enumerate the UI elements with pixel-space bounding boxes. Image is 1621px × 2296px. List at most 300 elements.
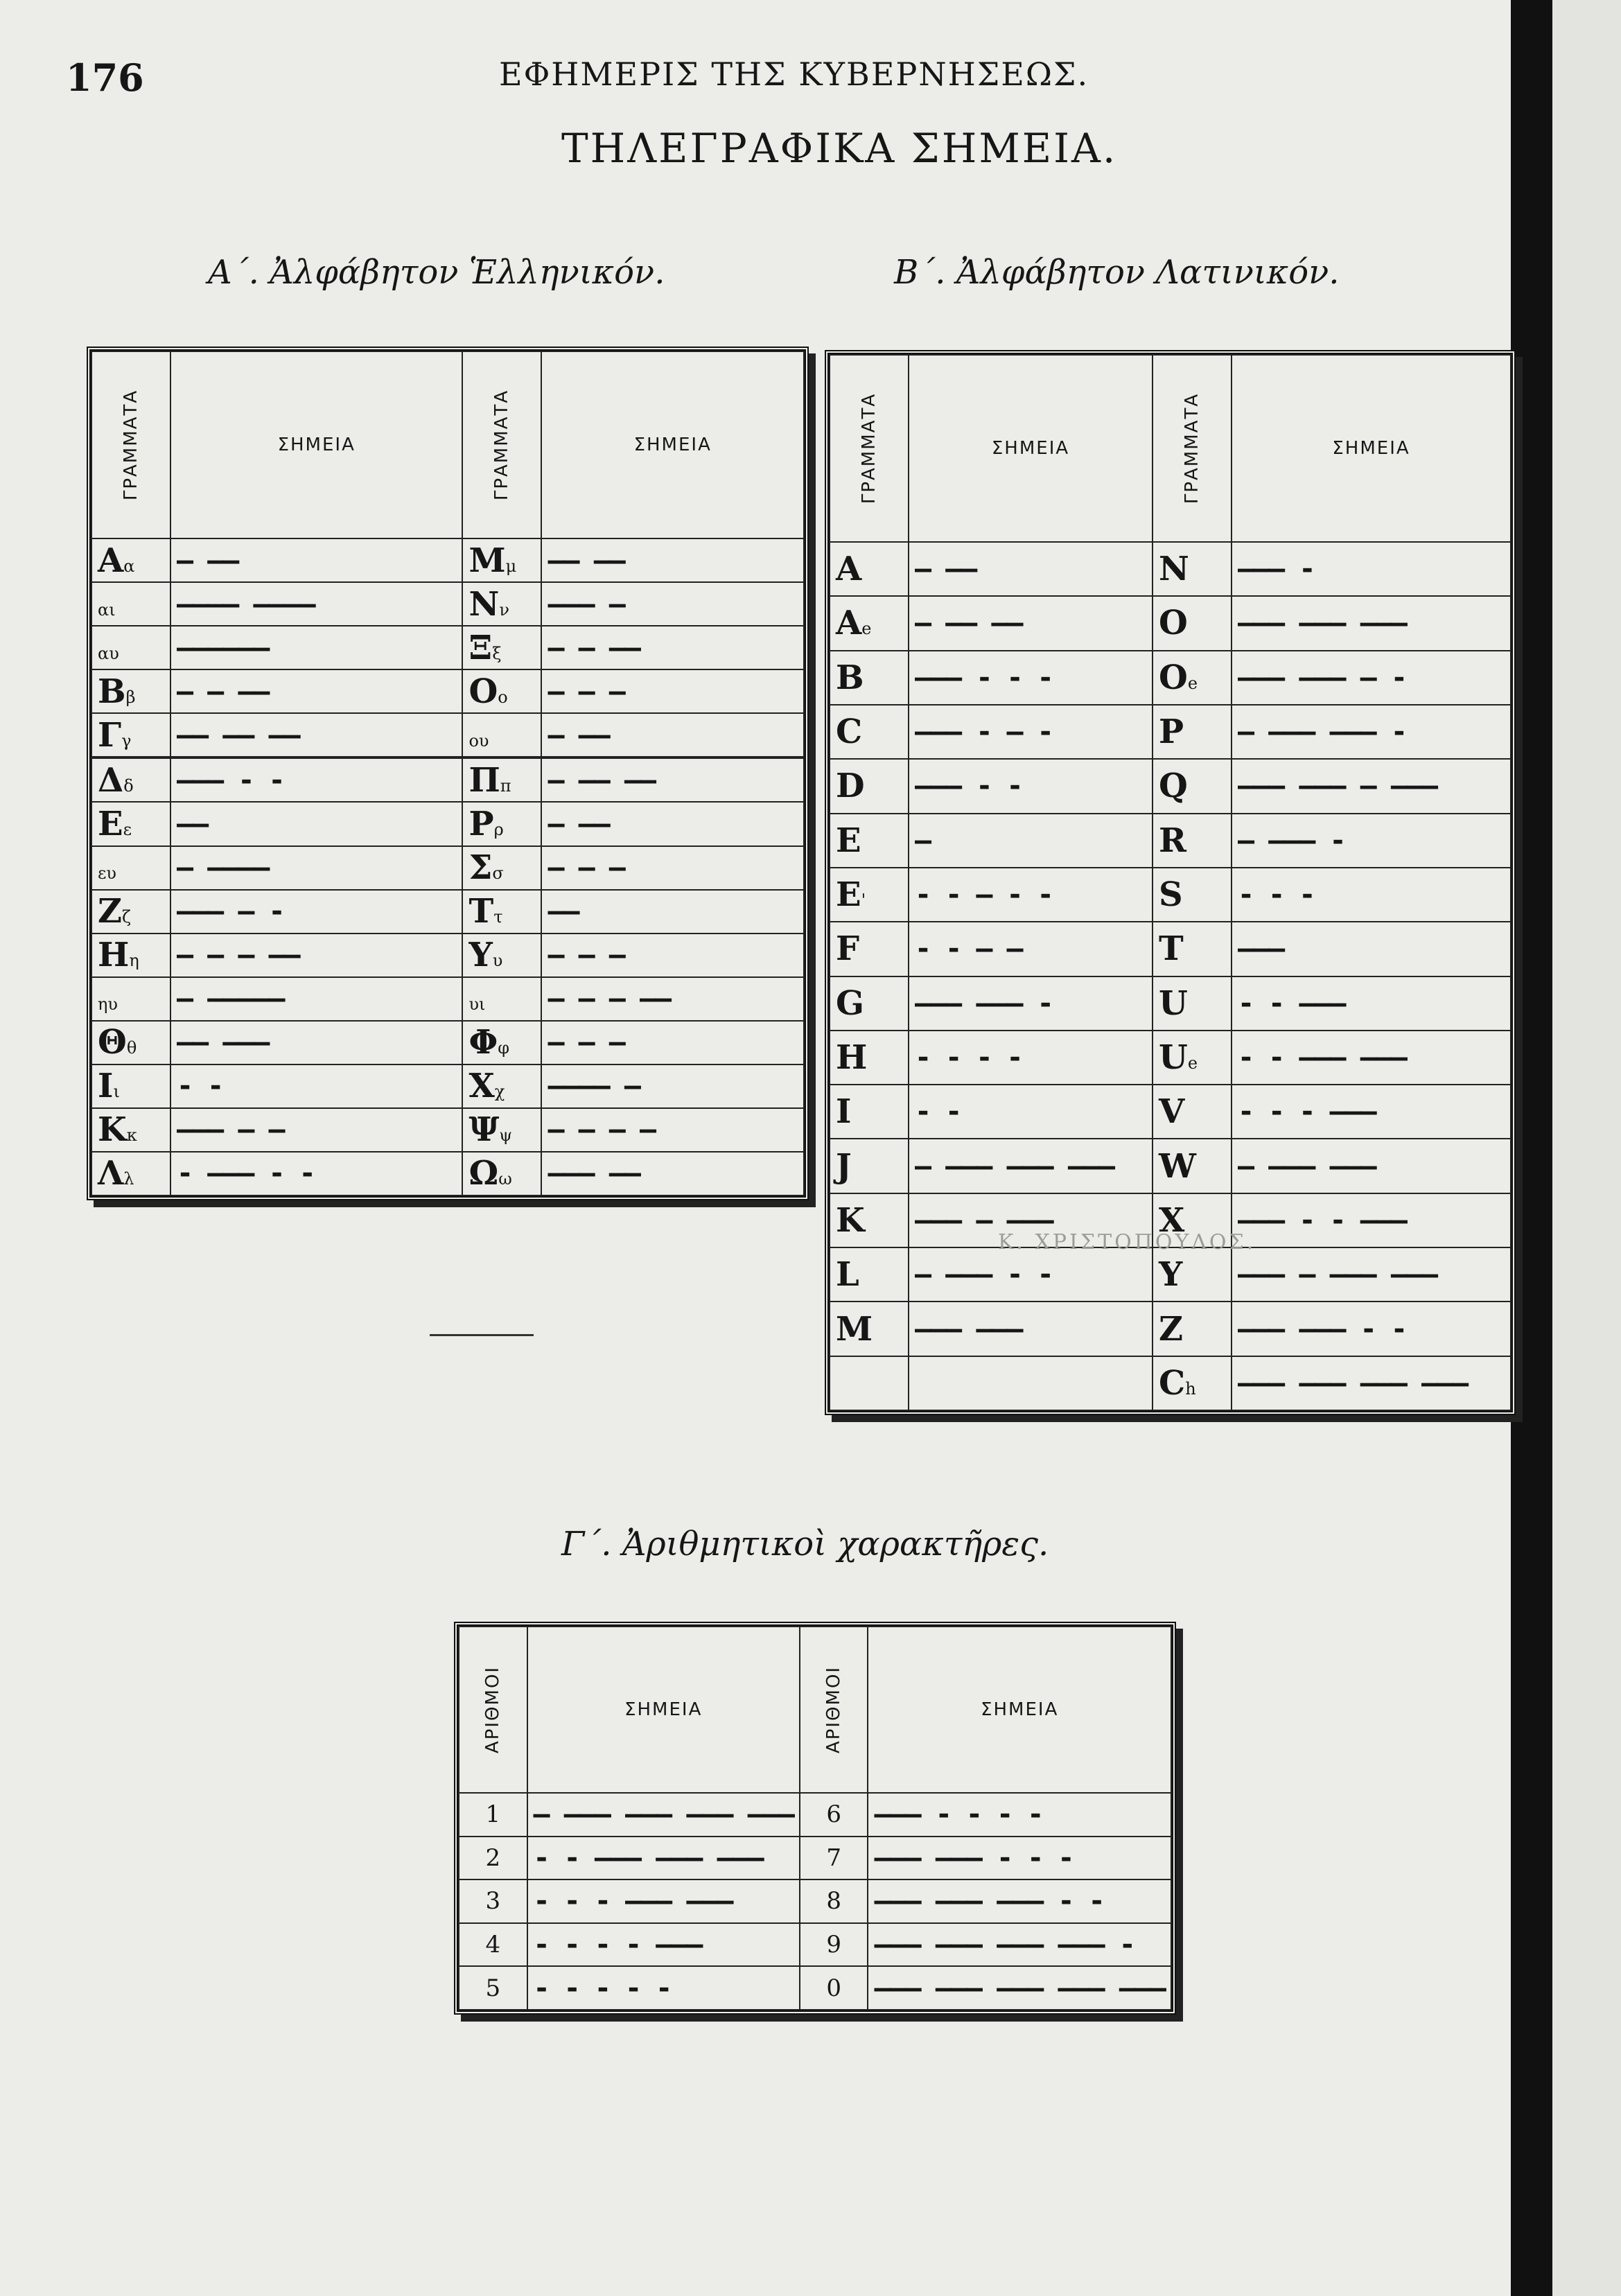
signs-header: ΣΗΜΕΙΑ xyxy=(1232,355,1511,542)
letter-capital: Π xyxy=(468,760,500,800)
sign-cell: ––– – xyxy=(541,582,804,626)
letter-cell xyxy=(91,538,170,582)
letter-cell xyxy=(830,1085,909,1139)
letter-small: α xyxy=(123,556,135,576)
letter-small: ευ xyxy=(98,864,117,884)
letter-cell xyxy=(462,1152,541,1195)
table-row xyxy=(91,582,804,626)
sign-cell: - - - ––– ––– xyxy=(527,1879,800,1923)
letter-capital: Ο xyxy=(468,672,498,711)
sign-cell: – ––– ––– - xyxy=(1232,705,1511,759)
letter-capital: C xyxy=(1159,1363,1186,1403)
digit-cell: 0 xyxy=(800,1966,868,2010)
letter-capital: O xyxy=(1159,658,1188,697)
letter-cell xyxy=(830,1193,909,1247)
sign-cell: ––– – ––– xyxy=(909,1193,1153,1247)
letter-capital: O xyxy=(1159,604,1188,643)
letter-capital: I xyxy=(836,1092,852,1132)
letter-small: υ xyxy=(492,951,503,971)
latin-alphabet-title: Β΄. Ἀλφάβητον Λατινικόν. xyxy=(894,253,1340,292)
sign-cell: – xyxy=(909,814,1153,868)
letter-capital: F xyxy=(836,929,860,969)
sign-cell: –– xyxy=(170,802,462,845)
letter-cell xyxy=(1153,651,1232,705)
letter-capital: B xyxy=(836,658,864,697)
letter-cell xyxy=(830,759,909,813)
letters-header-text: ΓΡΑΜΜΑΤΑ xyxy=(491,389,513,501)
letter-cell xyxy=(91,977,170,1021)
sign-cell: – –– xyxy=(541,802,804,845)
letter-capital: Γ xyxy=(98,715,122,755)
letter-capital: Z xyxy=(1159,1309,1184,1349)
letter-small: ω xyxy=(498,1169,512,1189)
sign-cell: - - - - - xyxy=(527,1966,800,2010)
letter-capital: D xyxy=(836,766,865,806)
letter-small: e xyxy=(1187,673,1198,693)
page-number: 176 xyxy=(66,55,144,100)
letter-capital: S xyxy=(1159,875,1183,915)
table-row xyxy=(459,1837,1171,1880)
letter-small: β xyxy=(125,687,136,707)
letter-capital: Η xyxy=(98,936,130,975)
table-row xyxy=(830,1356,1511,1410)
sign-cell: - - – - - xyxy=(909,868,1153,922)
letter-capital: J xyxy=(836,1146,852,1186)
letter-cell xyxy=(462,626,541,669)
letter-cell xyxy=(1153,1356,1232,1410)
letter-capital: C xyxy=(836,712,863,752)
sign-cell: – – –– xyxy=(170,669,462,713)
letter-cell xyxy=(1153,1031,1232,1085)
signature-text: Κ. ΧΡΙΣΤΟΠΟΥΛΟΣ. xyxy=(998,1230,1256,1254)
letter-cell xyxy=(91,1064,170,1108)
letter-capital: Q xyxy=(1159,766,1188,806)
table-row xyxy=(91,538,804,582)
letter-small: ' xyxy=(861,891,866,911)
sign-cell: – – – xyxy=(541,934,804,977)
letters-header xyxy=(1153,355,1232,542)
letter-cell xyxy=(830,976,909,1031)
table-row xyxy=(91,758,804,802)
table-row xyxy=(91,626,804,669)
letter-small: αυ xyxy=(98,643,119,663)
table-row xyxy=(91,669,804,713)
letter-capital: Α xyxy=(98,541,124,580)
sign-cell: - - - - xyxy=(909,1031,1153,1085)
letter-capital: Δ xyxy=(98,760,124,800)
letter-capital: Υ xyxy=(468,936,493,975)
letters-header-text: ΓΡΑΜΜΑΤΑ xyxy=(859,392,879,505)
table-row xyxy=(830,596,1511,650)
letter-small: ηυ xyxy=(98,994,118,1015)
letter-cell xyxy=(1153,922,1232,976)
letter-cell xyxy=(462,669,541,713)
sign-cell: – ––– - - xyxy=(909,1247,1153,1302)
letters-header xyxy=(462,351,541,538)
newspaper-title: ΕΦΗΜΕΡΙΣ ΤΗΣ ΚΥΒΕΡΝΗΣΕΩΣ. xyxy=(499,55,1089,93)
letter-cell xyxy=(1153,542,1232,596)
sign-cell: - - ––– ––– ––– xyxy=(527,1837,800,1880)
letter-cell xyxy=(830,596,909,650)
letter-small: τ xyxy=(493,907,503,927)
digit-cell: 3 xyxy=(459,1879,527,1923)
letter-cell xyxy=(1153,1302,1232,1356)
sign-cell: – –– xyxy=(909,542,1153,596)
sign-cell: –– xyxy=(541,890,804,934)
letter-cell xyxy=(462,713,541,757)
letter-small: e xyxy=(1187,1053,1198,1073)
sign-cell: –– ––– xyxy=(170,1021,462,1064)
letter-capital: N xyxy=(1159,550,1189,589)
header-row xyxy=(830,355,1511,542)
signs-header: ΣΗΜΕΙΑ xyxy=(527,1627,800,1793)
digit-cell: 7 xyxy=(800,1837,868,1880)
sign-cell: ––– xyxy=(1232,922,1511,976)
numerals-title: Γ΄. Ἀριθμητικοὶ χαρακτῆρες. xyxy=(561,1525,1049,1563)
letter-capital: X xyxy=(1159,1200,1185,1240)
table-row xyxy=(91,890,804,934)
sign-cell: ––– –– xyxy=(541,1152,804,1195)
letter-small: σ xyxy=(492,864,504,884)
letter-capital: T xyxy=(1159,929,1184,969)
letter-small: π xyxy=(500,775,511,796)
letter-small: e xyxy=(861,619,872,639)
letter-capital: V xyxy=(1159,1092,1185,1132)
letter-capital: Ζ xyxy=(98,892,123,931)
sign-cell: ––– - xyxy=(1232,542,1511,596)
sign-cell: ––– ––– ––– - - xyxy=(868,1879,1171,1923)
table-row xyxy=(830,1139,1511,1193)
sign-cell: ––– – – xyxy=(170,1108,462,1152)
table-row xyxy=(91,977,804,1021)
sign-cell: – ––– ––– ––– xyxy=(909,1139,1153,1193)
sign-cell: – –– xyxy=(541,713,804,757)
letter-capital: Μ xyxy=(468,541,506,580)
letter-small: αι xyxy=(98,599,116,620)
sign-cell: - - ––– ––– xyxy=(1232,1031,1511,1085)
letter-cell xyxy=(830,1031,909,1085)
letter-cell xyxy=(830,922,909,976)
letter-small: ζ xyxy=(122,907,132,927)
digit-cell: 6 xyxy=(800,1793,868,1837)
letter-cell xyxy=(91,890,170,934)
letter-cell xyxy=(1153,759,1232,813)
letter-cell xyxy=(830,1356,909,1410)
letter-capital: A xyxy=(836,604,862,643)
sign-cell: – ––– ––– xyxy=(1232,1139,1511,1193)
sign-cell: ––– ––– - - xyxy=(1232,1302,1511,1356)
sign-cell: ––– ––– - - - xyxy=(868,1837,1171,1880)
header-row xyxy=(459,1627,1171,1793)
book-spine xyxy=(1511,0,1552,2296)
letter-small: λ xyxy=(123,1169,134,1189)
letter-small: γ xyxy=(121,730,132,751)
table-row xyxy=(830,542,1511,596)
sign-cell: – –– xyxy=(170,538,462,582)
table-row xyxy=(459,1793,1171,1837)
letter-small: ψ xyxy=(499,1125,513,1146)
signs-header: ΣΗΜΕΙΑ xyxy=(868,1627,1171,1793)
table-row xyxy=(91,1064,804,1108)
sign-cell: – – –– xyxy=(541,626,804,669)
letter-capital: G xyxy=(836,983,864,1023)
letter-cell xyxy=(462,977,541,1021)
table-row xyxy=(91,1021,804,1064)
letter-cell xyxy=(462,582,541,626)
sign-cell: – –––– xyxy=(170,846,462,890)
letter-cell xyxy=(1153,705,1232,759)
letter-cell xyxy=(830,542,909,596)
letter-capital: Y xyxy=(1159,1255,1183,1295)
digit-cell: 8 xyxy=(800,1879,868,1923)
sign-cell: – –– –– xyxy=(541,758,804,802)
sign-cell: - - – – xyxy=(909,922,1153,976)
letter-capital: Κ xyxy=(98,1110,127,1150)
letter-capital: Σ xyxy=(468,848,493,888)
letters-header-text: ΓΡΑΜΜΑΤΑ xyxy=(121,389,141,501)
letter-capital: Λ xyxy=(98,1154,124,1193)
letter-cell xyxy=(462,538,541,582)
letter-small: κ xyxy=(126,1125,137,1146)
letter-cell xyxy=(1153,868,1232,922)
sign-cell xyxy=(909,1356,1153,1410)
letter-cell xyxy=(1153,1139,1232,1193)
letter-capital: Ψ xyxy=(468,1110,500,1150)
letter-small: ι xyxy=(113,1082,120,1102)
sign-cell: ––– ––– ––– ––– - xyxy=(868,1923,1171,1967)
letter-capital: M xyxy=(836,1309,873,1349)
sign-cell: ––– – - xyxy=(170,890,462,934)
letter-capital: R xyxy=(1159,821,1186,860)
letter-cell xyxy=(462,1108,541,1152)
letter-small: ν xyxy=(499,599,509,620)
letter-small: ρ xyxy=(493,819,504,839)
letter-capital: U xyxy=(1159,983,1188,1023)
letter-cell xyxy=(462,846,541,890)
letter-cell xyxy=(91,1108,170,1152)
letter-small: μ xyxy=(505,556,517,576)
letter-small: η xyxy=(129,951,139,971)
numerals-table xyxy=(454,1622,1176,2015)
letter-cell xyxy=(91,758,170,802)
digit-cell: 5 xyxy=(459,1966,527,2010)
letter-cell xyxy=(462,934,541,977)
letter-capital: Τ xyxy=(468,892,494,931)
sign-cell: ––– - - - - xyxy=(868,1793,1171,1837)
sign-cell: ––– - - ––– xyxy=(1232,1193,1511,1247)
letter-cell xyxy=(462,1021,541,1064)
letter-cell xyxy=(91,846,170,890)
sign-cell: –––– – xyxy=(541,1064,804,1108)
digit-cell: 2 xyxy=(459,1837,527,1880)
page-title: ΤΗΛΕΓΡΑΦΙΚΑ ΣΗΜΕΙΑ. xyxy=(561,125,1118,172)
digit-cell: 1 xyxy=(459,1793,527,1837)
sign-cell: - ––– - - xyxy=(170,1152,462,1195)
letter-cell xyxy=(1153,976,1232,1031)
letter-small: ου xyxy=(468,730,489,751)
letter-cell xyxy=(830,1139,909,1193)
sign-cell: –– –– xyxy=(541,538,804,582)
sign-cell: - - xyxy=(909,1085,1153,1139)
letter-capital: Ι xyxy=(98,1067,114,1106)
signs-header: ΣΗΜΕΙΑ xyxy=(170,351,462,538)
letter-cell xyxy=(91,582,170,626)
sign-cell: - - - xyxy=(1232,868,1511,922)
letter-small: χ xyxy=(494,1082,505,1102)
letter-cell xyxy=(1153,596,1232,650)
letter-cell xyxy=(830,651,909,705)
letters-header xyxy=(830,355,909,542)
letter-capital: K xyxy=(836,1200,865,1240)
numbers-header-text: ΑΡΙΘΜΟΙ xyxy=(823,1665,845,1754)
letter-capital: A xyxy=(836,550,862,589)
letter-cell xyxy=(91,1021,170,1064)
letter-cell xyxy=(91,802,170,845)
signs-header: ΣΗΜΕΙΑ xyxy=(909,355,1153,542)
table-row xyxy=(91,802,804,845)
sign-cell: – – – xyxy=(541,669,804,713)
letter-cell xyxy=(91,713,170,757)
sign-cell: ––– - - - xyxy=(909,651,1153,705)
letter-cell xyxy=(462,890,541,934)
letter-capital: H xyxy=(836,1037,868,1077)
table-row xyxy=(830,814,1511,868)
letter-capital: L xyxy=(836,1255,859,1295)
letter-small: θ xyxy=(126,1038,137,1058)
letter-small: δ xyxy=(123,775,134,796)
table-row xyxy=(830,759,1511,813)
letter-cell xyxy=(830,705,909,759)
sign-cell: ––– ––– ––– ––– ––– xyxy=(868,1966,1171,2010)
letter-capital: P xyxy=(1159,712,1184,752)
sign-cell: ––– ––– – ––– xyxy=(1232,759,1511,813)
letter-capital: Ν xyxy=(468,584,500,624)
sign-cell: – – – – xyxy=(541,1108,804,1152)
table-row xyxy=(91,1108,804,1152)
sign-cell: - - xyxy=(170,1064,462,1108)
signs-header: ΣΗΜΕΙΑ xyxy=(541,351,804,538)
table-row xyxy=(830,1031,1511,1085)
sign-cell: - - ––– xyxy=(1232,976,1511,1031)
greek-alphabet-title: Α΄. Ἀλφάβητον Ἑλληνικόν. xyxy=(208,253,665,292)
letter-small: ο xyxy=(498,687,508,707)
sign-cell: - - - - ––– xyxy=(527,1923,800,1967)
letter-capital: E xyxy=(836,875,861,915)
letter-cell xyxy=(91,1152,170,1195)
table-row xyxy=(91,713,804,757)
letters-header xyxy=(91,351,170,538)
letter-cell xyxy=(462,758,541,802)
sign-cell: - - - ––– xyxy=(1232,1085,1511,1139)
sign-cell: ––– – ––– ––– xyxy=(1232,1247,1511,1302)
letter-capital: Ξ xyxy=(468,628,493,667)
numbers-header-text: ΑΡΙΘΜΟΙ xyxy=(482,1665,504,1754)
letter-capital: Θ xyxy=(98,1023,127,1062)
letter-capital: Ω xyxy=(468,1154,499,1193)
letter-small: h xyxy=(1185,1378,1196,1399)
letter-cell xyxy=(830,814,909,868)
letter-cell xyxy=(830,1247,909,1302)
sign-cell: ––– ––– - xyxy=(909,976,1153,1031)
letter-capital: Β xyxy=(98,672,126,711)
table-row xyxy=(91,934,804,977)
letter-cell xyxy=(462,802,541,845)
sign-cell: – – – –– xyxy=(541,977,804,1021)
letter-cell xyxy=(91,626,170,669)
sign-cell: – ––– - xyxy=(1232,814,1511,868)
sign-cell: ––– ––– – - xyxy=(1232,651,1511,705)
digit-cell: 9 xyxy=(800,1923,868,1967)
table-row xyxy=(830,1247,1511,1302)
letter-cell xyxy=(91,934,170,977)
letter-cell xyxy=(91,669,170,713)
sign-cell: –– –– –– xyxy=(170,713,462,757)
table-row xyxy=(830,1302,1511,1356)
table-row xyxy=(91,1152,804,1195)
table-row xyxy=(830,976,1511,1031)
letter-cell xyxy=(830,1302,909,1356)
letter-capital: E xyxy=(836,821,861,860)
latin-alphabet-table xyxy=(825,350,1516,1415)
letter-cell xyxy=(462,1064,541,1108)
sign-cell: – ––––– xyxy=(170,977,462,1021)
table-row xyxy=(830,705,1511,759)
table-row xyxy=(830,868,1511,922)
sign-cell: ––– - - xyxy=(170,758,462,802)
divider-rule xyxy=(430,1334,534,1336)
letter-cell xyxy=(830,868,909,922)
table-row xyxy=(459,1923,1171,1967)
sign-cell: –––– –––– xyxy=(170,582,462,626)
letter-small: ε xyxy=(123,819,132,839)
sign-cell: ––– ––– ––– ––– xyxy=(1232,1356,1511,1410)
table-row xyxy=(459,1879,1171,1923)
letter-capital: U xyxy=(1159,1037,1188,1077)
sign-cell: ––– ––– ––– xyxy=(1232,596,1511,650)
letter-small: υι xyxy=(468,994,486,1015)
letter-capital: W xyxy=(1159,1146,1196,1186)
sign-cell: – ––– ––– ––– ––– xyxy=(527,1793,800,1837)
sign-cell: ––– ––– xyxy=(909,1302,1153,1356)
sign-cell: – – – xyxy=(541,846,804,890)
table-row xyxy=(830,651,1511,705)
greek-alphabet-table xyxy=(87,347,809,1200)
table-row xyxy=(459,1966,1171,2010)
sign-cell: – –– –– xyxy=(909,596,1153,650)
table-row xyxy=(830,1085,1511,1139)
sign-cell: – – – –– xyxy=(170,934,462,977)
numbers-header xyxy=(459,1627,527,1793)
numbers-header xyxy=(800,1627,868,1793)
sign-cell: –––––– xyxy=(170,626,462,669)
letter-capital: Φ xyxy=(468,1023,498,1062)
digit-cell: 4 xyxy=(459,1923,527,1967)
letters-header-text: ΓΡΑΜΜΑΤΑ xyxy=(1182,392,1203,505)
letter-small: φ xyxy=(498,1038,510,1058)
header-row xyxy=(91,351,804,538)
letter-small: ξ xyxy=(492,643,502,663)
sign-cell: – – – xyxy=(541,1021,804,1064)
letter-cell xyxy=(1153,1085,1232,1139)
adjacent-page-edge xyxy=(1552,0,1621,2296)
sign-cell: ––– - – - xyxy=(909,705,1153,759)
table-row xyxy=(91,846,804,890)
letter-cell xyxy=(1153,814,1232,868)
sign-cell: ––– - - xyxy=(909,759,1153,813)
table-row xyxy=(830,922,1511,976)
letter-capital: Ρ xyxy=(468,804,494,843)
letter-capital: Χ xyxy=(468,1067,495,1106)
